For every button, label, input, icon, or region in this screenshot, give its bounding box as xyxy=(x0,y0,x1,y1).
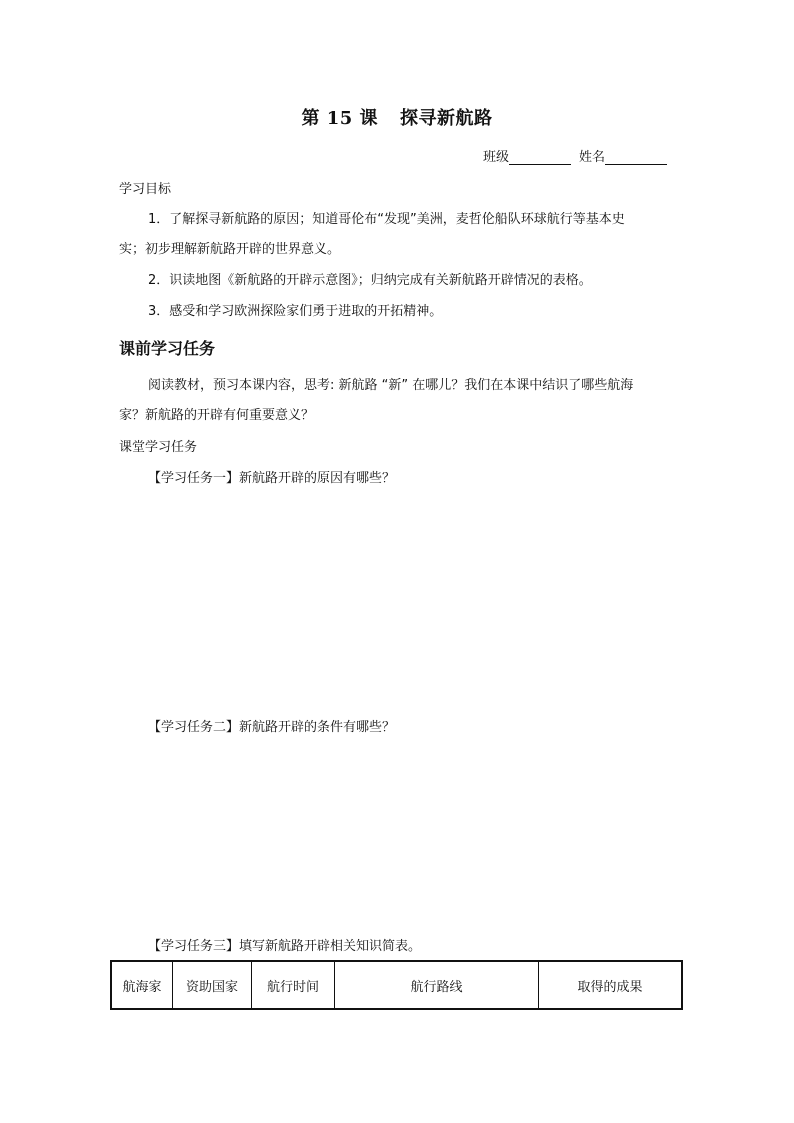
table-header-row xyxy=(111,961,682,1009)
page-title xyxy=(0,104,794,130)
class-name-line xyxy=(483,146,667,165)
table-header-cell: 资助国家 xyxy=(173,961,252,1009)
objectives-heading: 学习目标 xyxy=(119,182,172,197)
table-header-cell: 取得的成果 xyxy=(539,961,683,1009)
knowledge-table xyxy=(110,960,683,1010)
objective-3: 3．感受和学习欧洲探险家们勇于进取的开拓精神。 xyxy=(148,304,443,319)
table-header-cell: 航行时间 xyxy=(252,961,335,1009)
classtask-heading: 课堂学习任务 xyxy=(119,440,198,455)
name-blank[interactable] xyxy=(605,150,667,165)
objective-1-line-2: 实；初步理解新航路开辟的世界意义。 xyxy=(119,242,341,257)
task-2: 【学习任务二】新航路开辟的条件有哪些？ xyxy=(148,720,396,735)
pretask-heading: 课前学习任务 xyxy=(119,339,216,358)
class-blank[interactable] xyxy=(509,150,571,165)
pretask-line-1: 阅读教材，预习本课内容，思考: 新航路 “新” 在哪儿？我们在本课中结识了哪些航海 xyxy=(148,378,634,393)
table-header-cell: 航海家 xyxy=(111,961,173,1009)
lesson-topic: 探寻新航路 xyxy=(400,108,493,129)
pretask-line-2: 家？新航路的开辟有何重要意义？ xyxy=(119,408,315,423)
objective-2: 2．识读地图《新航路的开辟示意图》；归纳完成有关新航路开辟情况的表格。 xyxy=(148,273,592,288)
task-3: 【学习任务三】填写新航路开辟相关知识简表。 xyxy=(148,939,422,954)
objective-1-line-1: 1．了解探寻新航路的原因；知道哥伦布“发现”美洲，麦哲伦船队环球航行等基本史 xyxy=(148,212,625,227)
lesson-number: 第 15 课 xyxy=(301,108,379,129)
name-label: 姓名 xyxy=(579,150,606,165)
class-label: 班级 xyxy=(483,150,510,165)
table-header-cell: 航行路线 xyxy=(335,961,539,1009)
task-1: 【学习任务一】新航路开辟的原因有哪些？ xyxy=(148,471,396,486)
